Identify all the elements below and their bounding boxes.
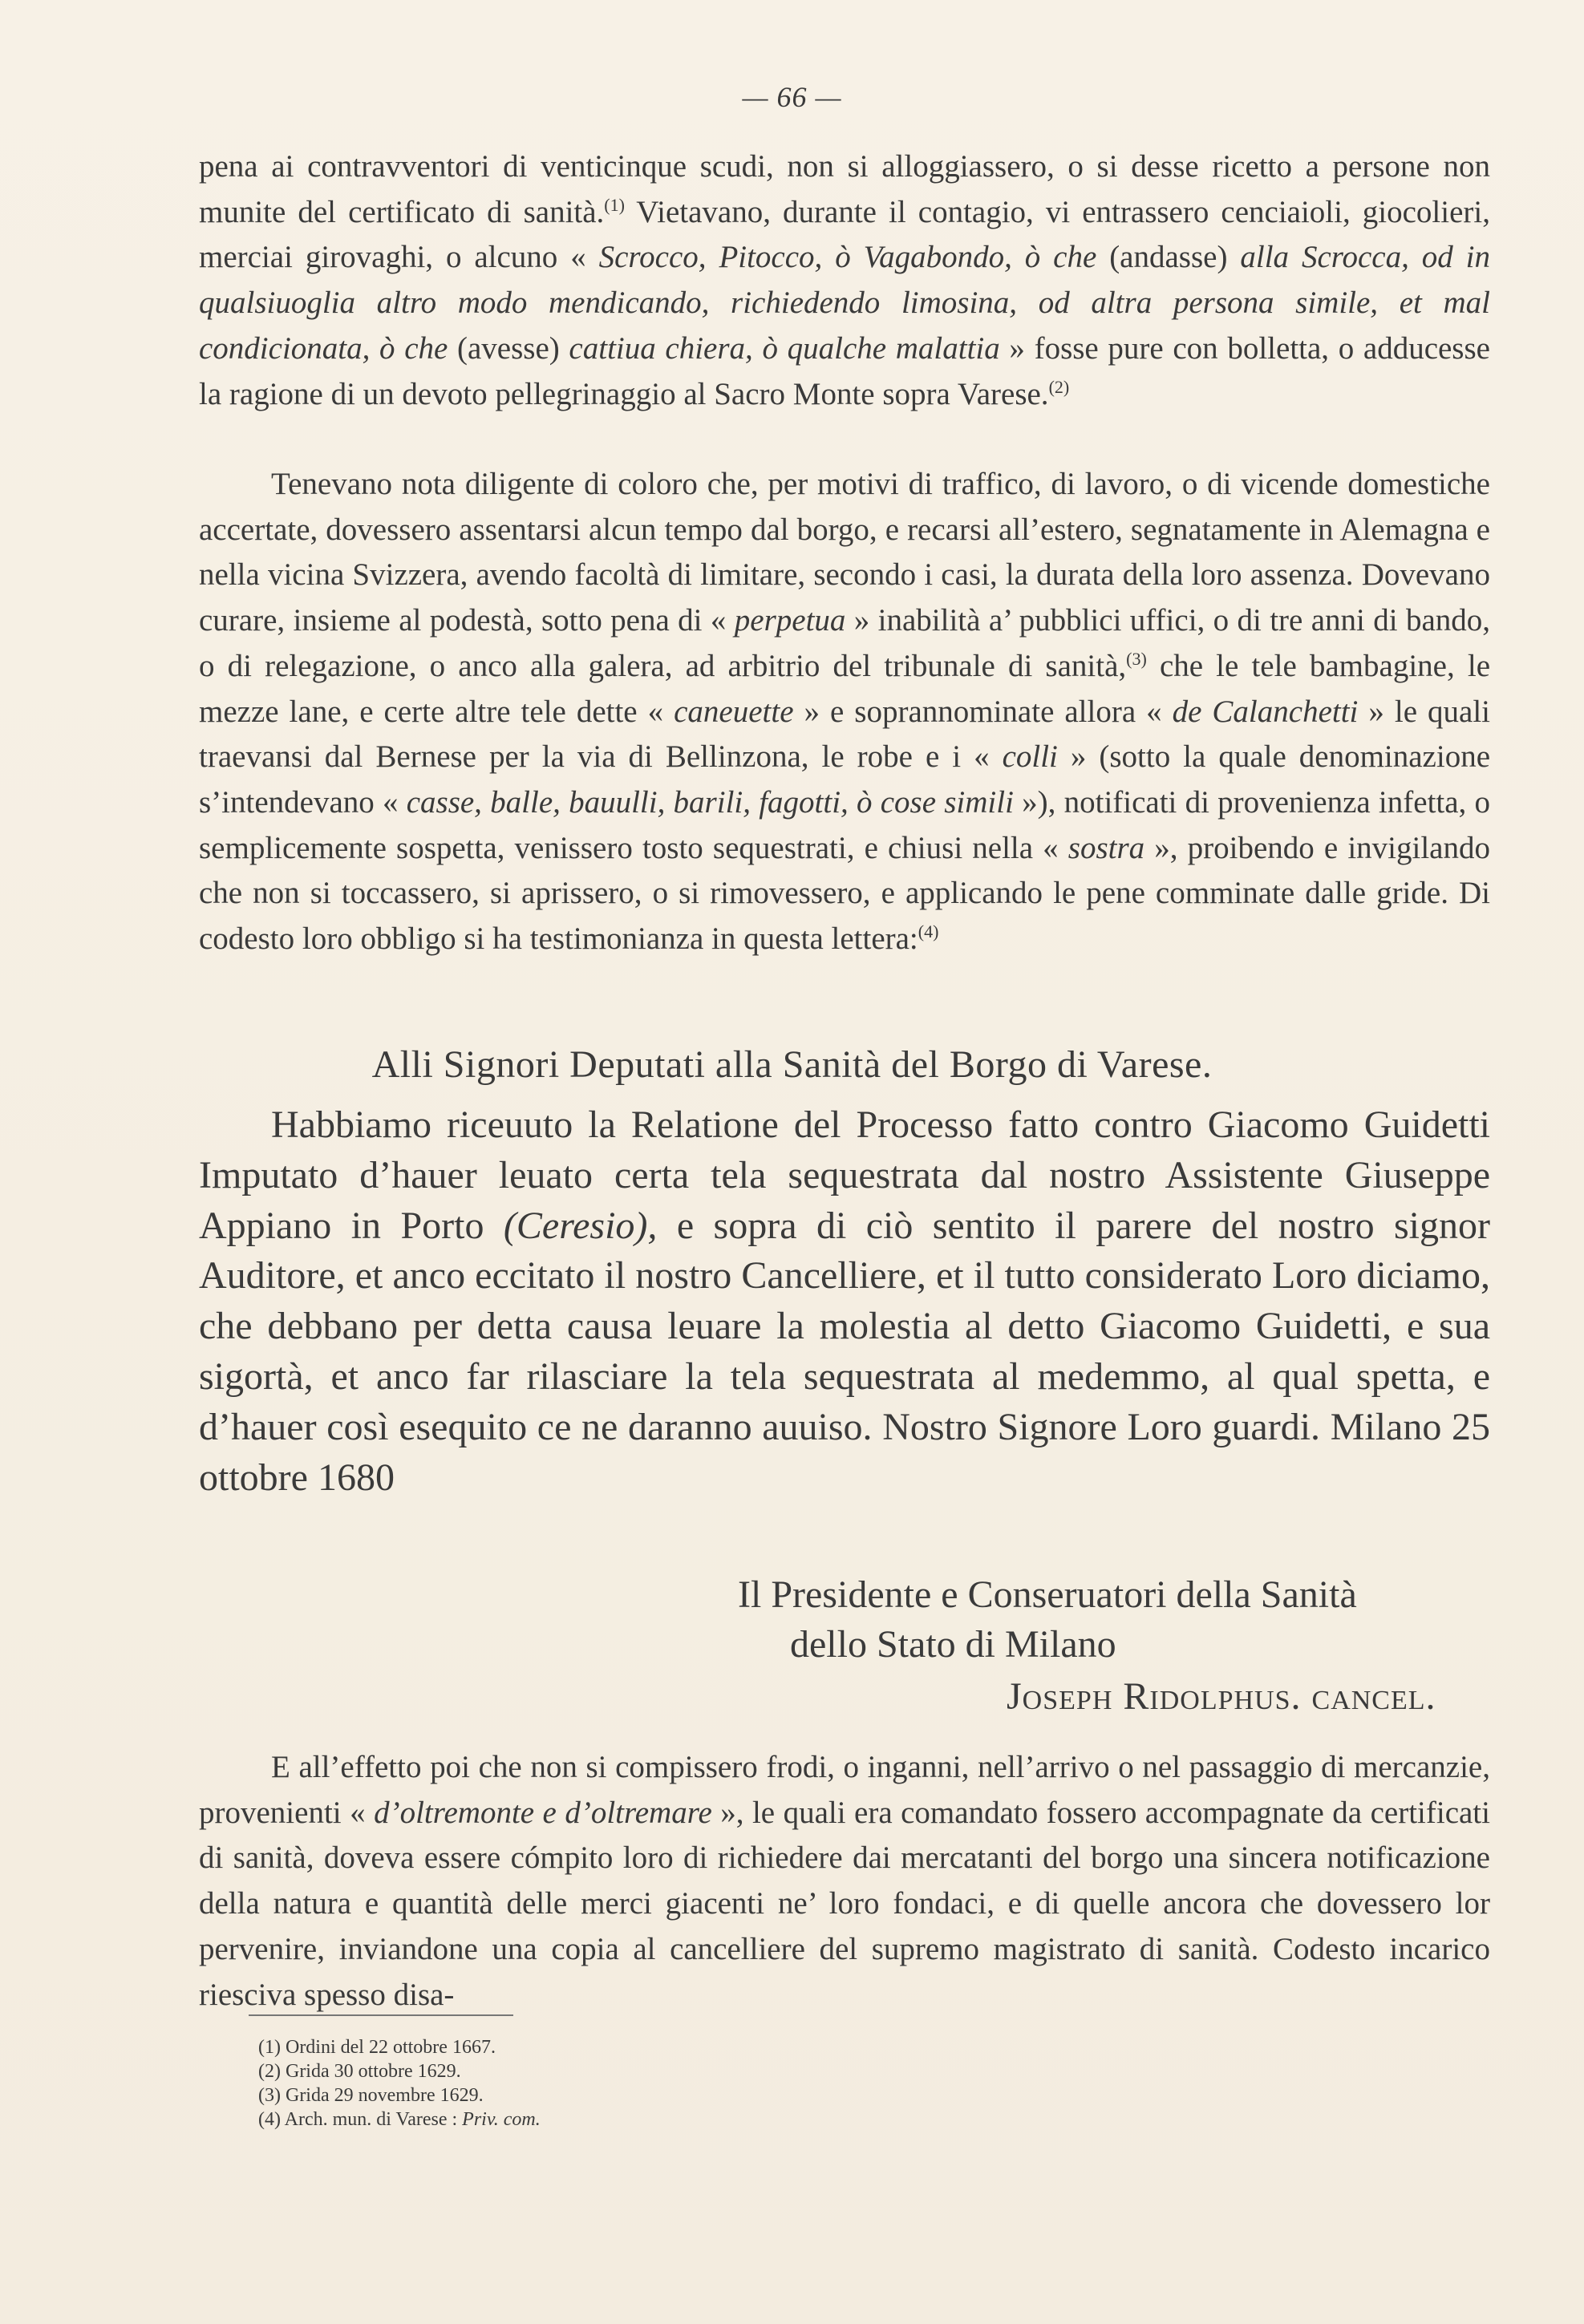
footnote-4 — [258, 2107, 541, 2132]
text-run: », proibendo e invigilando che non si toccassero, si aprissero, o si rimovessero, e applicando le pene comminate dalle gride. Di codesto loro obbligo si ha testimonianza in questa lettera: — [199, 830, 1490, 957]
footnote-1 — [258, 2035, 541, 2059]
page-number: — 66 — — [742, 81, 842, 113]
paragraph-text — [199, 1745, 1490, 2018]
text-run: Habbiamo riceuuto la Relatione del Processo fatto contro Giacomo Guidetti Imputato d’hauer leuato certa tela sequestrata dal nostro Assistente Giuseppe Appiano in Porto — [199, 1103, 1490, 1247]
letter-heading: Alli Signori Deputati alla Sanità del Borgo di Varese. — [371, 1043, 1213, 1086]
italic-quote: Scrocco, Pitocco, ò Vagabondo, ò che — [598, 240, 1097, 275]
text-run: », le quali era comandato fossero accompagnate da certificati di sanità, doveva essere cómpito loro di richiedere dai mercatanti del borgo una sincera notificazione della natura e quantità delle merci giacenti ne’ loro fondaci, e di quelle ancora che dovessero lor pervenire, inviandone una copia al cancelliere del supremo magistrato di sanità. Codesto incarico riesciva spesso disa- — [199, 1795, 1490, 2012]
italic-quote: de Calanchetti — [1172, 694, 1359, 729]
signature-line-2: dello Stato di Milano — [790, 1623, 1116, 1666]
italic-quote: colli — [1002, 739, 1058, 775]
italic-quote: caneuette — [674, 694, 794, 729]
text-run: pena ai contravventori di venticinque scudi, non si alloggiassero, o si desse ricetto a persone non munite del certificato di sanità. — [199, 149, 1490, 229]
text-run: E all’effetto poi che non si compissero frodi, o inganni, nell’arrivo o nel passaggio di mercanzie, provenienti « — [199, 1750, 1490, 1830]
signature-line-1: Il Presidente e Conseruatori della Sanità — [738, 1573, 1357, 1616]
footnote-text: (4) Arch. mun. di Varese : — [258, 2109, 463, 2130]
footnote-text: (3) Grida 29 novembre 1629. — [258, 2085, 484, 2106]
italic-quote: perpetua — [734, 603, 846, 638]
text-run: » le quali traevansi dal Bernese per la via di Bellinzona, le robe e i « — [199, 694, 1490, 775]
text-run: » e soprannominate allora « — [793, 694, 1173, 729]
text-run: Vietavano, durante il contagio, vi entrassero cenciaioli, giocolieri, merciai girovaghi, o alcuno « — [199, 194, 1490, 275]
letter-text — [199, 1100, 1490, 1503]
text-run: che le tele bambagine, le mezze lane, e certe altre tele dette « — [199, 648, 1490, 729]
footnote-italic: Priv. com. — [462, 2109, 541, 2130]
italic-quote: alla Scrocca, od in qualsiuoglia altro modo mendicando, richiedendo limosina, od altra persona simile, et mal condicionata, ò che — [199, 240, 1491, 366]
footnote-3 — [258, 2083, 541, 2107]
paragraph-3 — [199, 1745, 1490, 2018]
text-run: » fosse pure con bolletta, o adducesse la ragione di un devoto pellegrinaggio al Sacro Monte sopra Varese. — [199, 330, 1490, 411]
footnote-2 — [258, 2059, 541, 2083]
signature-name — [1007, 1672, 1436, 1722]
text-run: e sopra di ciò sentito il parere del nostro signor Auditore, et anco eccitato il nostro Cancelliere, et il tutto considerato Loro diciamo, che debbano per detta causa leuare la molestia al detto Giacomo Guidetti, e sua sigortà, et anco far rilasciare la tela sequestrata al medemmo, al qual spetta, e d’hauer così esequito ce ne daranno auuiso. Nostro Signore Loro guardi. Milano 25 ottobre 1680 — [199, 1204, 1491, 1499]
paragraph-text — [199, 462, 1490, 962]
italic-quote: (Ceresio), — [503, 1204, 658, 1247]
text-run: (avesse) — [448, 330, 569, 366]
footnote-ref-1: (1) — [604, 194, 625, 215]
italic-quote: casse, balle, bauulli, barili, fagotti, ò cose simili — [406, 784, 1014, 820]
paragraph-1 — [199, 144, 1490, 417]
text-run: Tenevano nota diligente di coloro che, per motivi di traffico, di lavoro, o di vicende domestiche accertate, dovessero assentarsi alcun tempo dal borgo, e recarsi all’estero, segnatamente in Alemagna e nella vicina Svizzera, avendo facoltà di limitare, secondo i casi, la durata della loro assenza. Dovevano curare, insieme al podestà, sotto pena di « — [199, 467, 1490, 638]
letter-body — [199, 1100, 1490, 1503]
footnote-divider — [249, 2014, 513, 2016]
paragraph-2 — [199, 462, 1490, 962]
text-run: » inabilità a’ pubblici uffici, o di tre anni di bando, o di relegazione, o anco alla galera, ad arbitrio del tribunale di sanità, — [199, 603, 1491, 683]
footnotes — [258, 2035, 541, 2132]
text-run: »), notificati di provenienza infetta, o semplicemente sospetta, venissero tosto sequestrati, e chiusi nella « — [199, 784, 1491, 865]
footnote-text: (1) Ordini del 22 ottobre 1667. — [258, 2037, 496, 2058]
footnote-ref-2: (2) — [1048, 376, 1070, 397]
text-run: (andasse) — [1096, 240, 1241, 275]
paragraph-text — [199, 144, 1490, 417]
footnote-ref-3: (3) — [1126, 648, 1147, 669]
italic-quote: sostra — [1067, 830, 1145, 865]
text-run: » (sotto la quale denominazione s’intendevano « — [199, 739, 1491, 820]
footnote-ref-4: (4) — [918, 921, 939, 942]
italic-quote: d’oltremonte e d’oltremare — [374, 1795, 712, 1830]
footnote-text: (2) Grida 30 ottobre 1629. — [258, 2061, 461, 2082]
signature-name-text: Joseph Ridolphus. cancel. — [1007, 1675, 1436, 1718]
italic-quote: cattiua chiera, ò qualche malattia — [569, 330, 1000, 366]
